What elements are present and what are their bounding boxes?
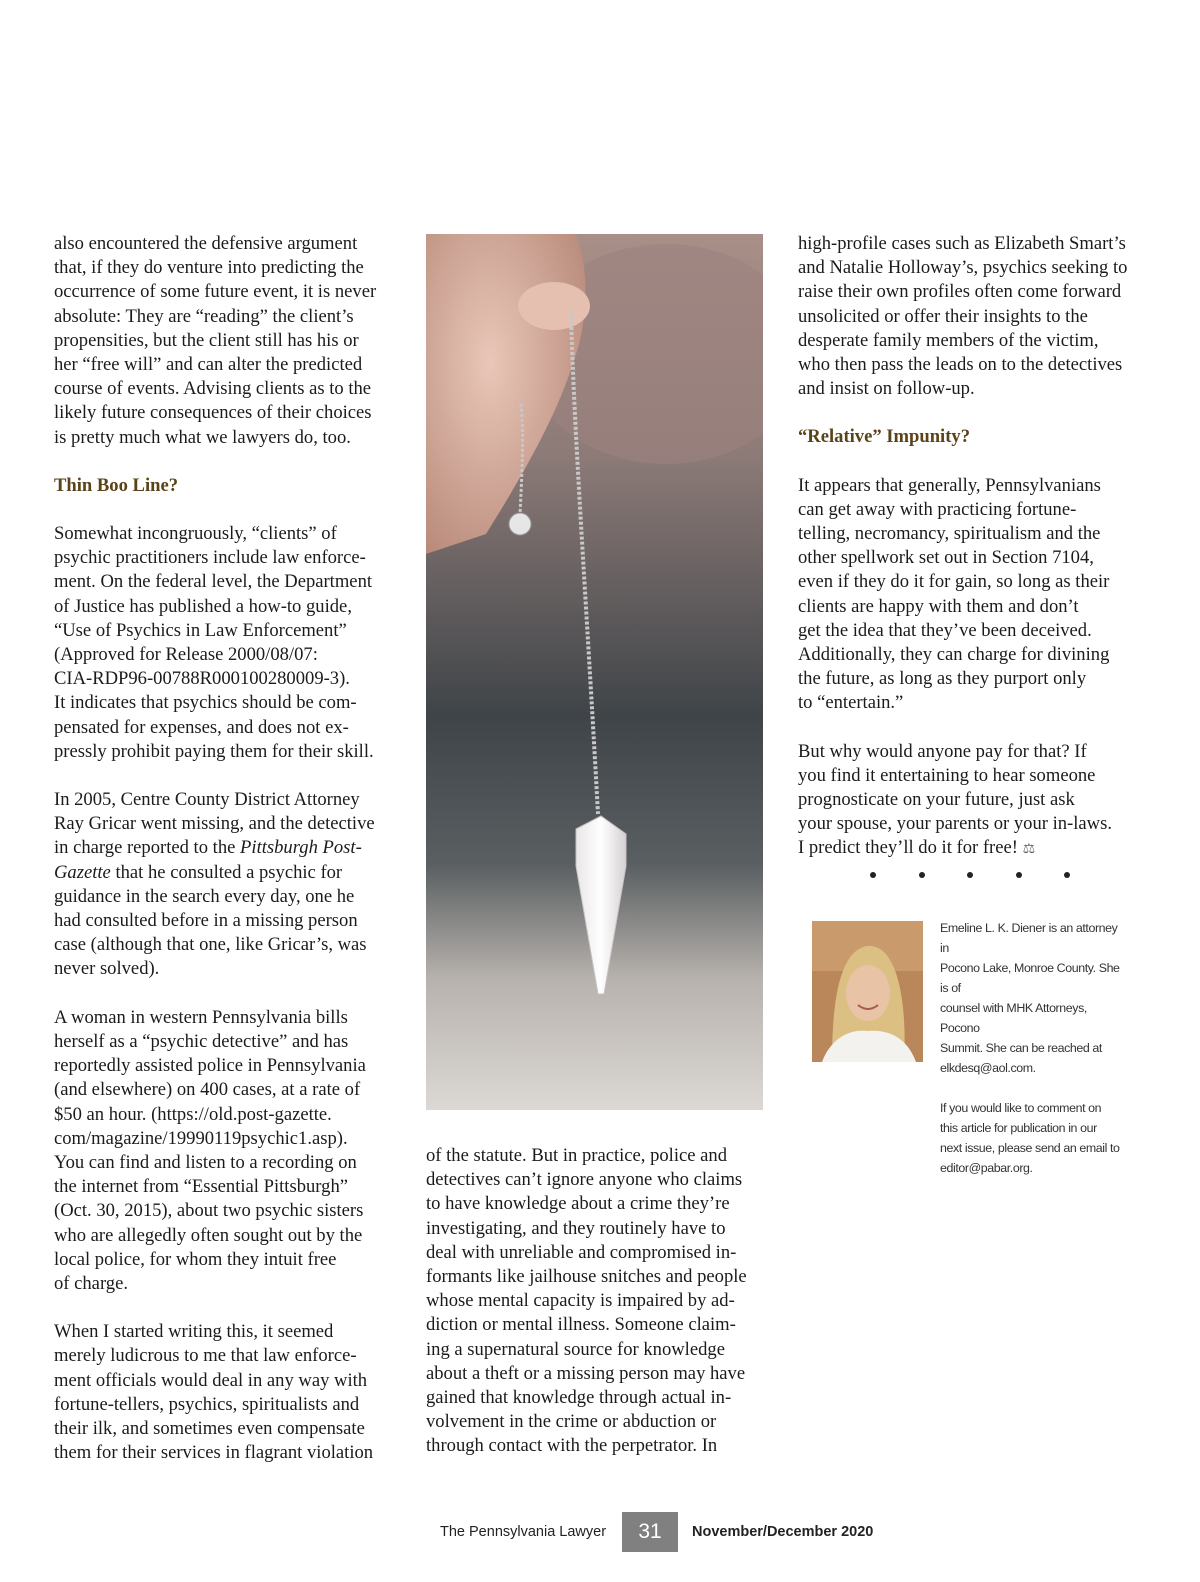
dot	[919, 872, 925, 878]
left-paragraph-2: Somewhat incongruously, “clients” of psychic practitioners include law enforce- ment. On the federal level, the Department of Justice has published a how-to guide, “Use of Psychics in Law Enforcement” (Approved for Release 2000/08/07: CIA-RDP96-00788R000100280009-3). It indicates that psychics should be com- pensated for expenses, and does not ex- pressly prohibit paying them for their skill.	[54, 523, 374, 762]
pendulum-photo	[426, 234, 763, 1110]
right-paragraph-2: It appears that generally, Pennsylvanians can get away with practicing fortune- telling, necromancy, spiritualism and the other spellwork set out in Section 7104, even if they do it for gain, so long as their clients are happy with them and don’t get the idea that they’ve been deceived. Additionally, they can charge for divining the future, as long as they purport only to “entertain.”	[798, 474, 1110, 714]
right-paragraph-3-text: But why would anyone pay for that? If you find it entertaining to hear someone prognosticate on your future, just ask your spouse, your parents or your in-laws. I predict they’ll do it for free!	[798, 740, 1112, 859]
comment-note: If you would like to comment on this article for publication in our next issue, please send an email to editor@pabar.org.	[940, 1101, 1120, 1175]
author-bio-text: Emeline L. K. Diener is an attorney in Pocono Lake, Monroe County. She is of counsel with MHK Attorneys, Pocono Summit. She can be reached at elkdesq@aol.com.	[940, 921, 1120, 1075]
dot	[1016, 872, 1022, 878]
dot	[870, 872, 876, 878]
middle-column	[426, 1144, 766, 1483]
page-footer	[0, 1512, 1200, 1552]
author-photo	[812, 921, 923, 1062]
fingertip	[518, 282, 590, 330]
middle-paragraph-1: of the statute. But in practice, police and detectives can’t ignore anyone who claims to have knowledge about a crime they’re investigating, and they routinely have to deal with unreliable and compromised in- formants like jailhouse snitches and people whose mental capacity is impaired by ad- diction or mental illness. Someone claim- ing a supernatural source for knowledge about a theft or a missing person may have gained that knowledge through actual in- volvement in the crime or abduction or through contact with the perpetrator. In	[426, 1145, 747, 1457]
right-column	[798, 232, 1143, 887]
section-heading-thin-boo-line: Thin Boo Line?	[54, 474, 179, 496]
left-column	[54, 232, 404, 1489]
dot	[967, 872, 973, 878]
left-paragraph-4: A woman in western Pennsylvania bills herself as a “psychic detective” and has reportedly assisted police in Pennsylvania (and elsewhere) on 400 cases, at a rate of $50 an hour. (https://old.post-gazette. com/magazine/19990119psychic1.asp). You can find and listen to a recording on the internet from “Essential Pittsburgh” (Oct. 30, 2015), about two psychic sisters who are allegedly often sought out by the local police, for whom they intuit free of charge.	[54, 1006, 366, 1294]
left-paragraph-1: also encountered the defensive argument that, if they do venture into predicting the occurrence of some future event, it is never absolute: They are “reading” the client’s propensities, but the client still has his or her “free will” and can alter the predicted course of events. Advising clients as to the likely future consequences of their choices is pretty much what we lawyers do, too.	[54, 233, 377, 448]
pendulum-illustration	[426, 234, 763, 1110]
dot	[1064, 872, 1070, 878]
left-paragraph-3-start: In 2005, Centre County District Attorney Ray Gricar went missing, and the detective in charge reported to the	[54, 789, 375, 859]
issue-date: November/December 2020	[692, 1524, 874, 1540]
publication-name: The Pennsylvania Lawyer	[440, 1524, 607, 1540]
section-heading-relative-impunity: “Relative” Impunity?	[798, 426, 970, 448]
author-portrait	[812, 921, 923, 1062]
left-paragraph-5: When I started writing this, it seemed merely ludicrous to me that law enforce- ment officials would deal in any way with fortune-tellers, psychics, spiritualists and their ilk, and sometimes even compensate them for their services in flagrant violation	[54, 1321, 374, 1464]
left-paragraph-3	[54, 788, 404, 982]
right-paragraph-1: high-profile cases such as Elizabeth Smart’s and Natalie Holloway’s, psychics seeking to raise their own profiles often come forward unsolicited or offer their insights to the desperate family members of the victim, who then pass the leads on to the detectives and insist on follow-up.	[798, 233, 1128, 400]
author-bio	[940, 918, 1120, 1198]
bead	[509, 513, 531, 535]
left-paragraph-3-end: that he consulted a psychic for guidance in the search every day, one he had consulted before in a missing person case (although that one, like Gricar’s, was never solved).	[54, 861, 367, 980]
newspaper-title: Pittsburgh Post- Gazette	[54, 837, 362, 883]
page-number: 31	[622, 1512, 678, 1552]
right-paragraph-3	[798, 740, 1143, 863]
dot-separator	[870, 872, 1070, 878]
scales-emblem-icon: ⚖	[1022, 842, 1036, 858]
